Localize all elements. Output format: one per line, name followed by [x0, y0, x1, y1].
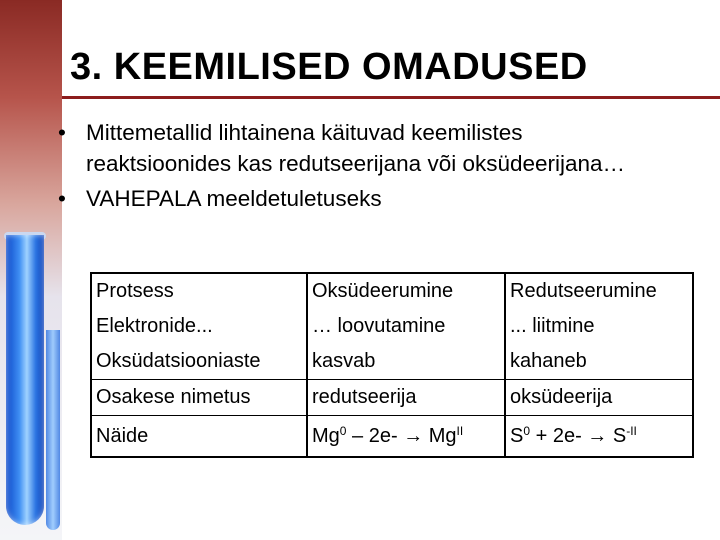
decorative-side-image [0, 0, 62, 540]
reduction-equation [505, 416, 693, 458]
arrow-icon: → [587, 425, 608, 447]
table-cell: kahaneb [505, 344, 693, 380]
table-cell: Osakese nimetus [91, 380, 307, 416]
eq-text: S [607, 425, 627, 447]
table-cell: kasvab [307, 344, 505, 380]
table-cell: Elektronide... [91, 309, 307, 344]
table-cell: oksüdeerija [505, 380, 693, 416]
slide-title: 3. KEEMILISED OMADUSED [70, 46, 588, 88]
bullet-text-2: VAHEPALA meeldetuletuseks [86, 186, 382, 211]
oxidation-state: II [456, 424, 464, 438]
bullet-item-2 [58, 183, 668, 214]
oxidation-state: -II [626, 424, 637, 438]
eq-text: – 2e- [346, 425, 404, 447]
table-row [91, 380, 693, 416]
eq-text: Mg [423, 425, 457, 447]
oxidation-state: 0 [339, 424, 347, 438]
table-row [91, 344, 693, 380]
example-label: Näide [91, 416, 307, 458]
table-cell: ... liitmine [505, 309, 693, 344]
test-tube-image [6, 235, 44, 525]
redox-table [90, 272, 694, 458]
table-row [91, 273, 693, 309]
eq-text: + 2e- [530, 425, 588, 447]
bullet-item-1 [58, 117, 668, 179]
title-underline [62, 96, 720, 99]
bullet-text-1: Mittemetallid lihtainena käituvad keemilistes reaktsioonides kas redutseerijana või oksüdeerijana… [86, 120, 626, 176]
table-cell: Oksüdatsiooniaste [91, 344, 307, 380]
table-row-example [91, 416, 693, 458]
oxidation-equation [307, 416, 505, 458]
table-cell: … loovutamine [307, 309, 505, 344]
arrow-icon: → [403, 425, 424, 447]
eq-text: Mg [312, 425, 340, 447]
table-row [91, 309, 693, 344]
second-test-tube-image [46, 330, 60, 530]
bullet-dot: • [58, 186, 66, 211]
table-cell: Protsess [91, 273, 307, 309]
bullet-dot: • [58, 120, 66, 145]
table-cell: Redutseerumine [505, 273, 693, 309]
oxidation-state: 0 [523, 424, 531, 438]
table-cell: Oksüdeerumine [307, 273, 505, 309]
bullet-list [58, 117, 668, 214]
table-cell: redutseerija [307, 380, 505, 416]
eq-text: S [510, 425, 524, 447]
